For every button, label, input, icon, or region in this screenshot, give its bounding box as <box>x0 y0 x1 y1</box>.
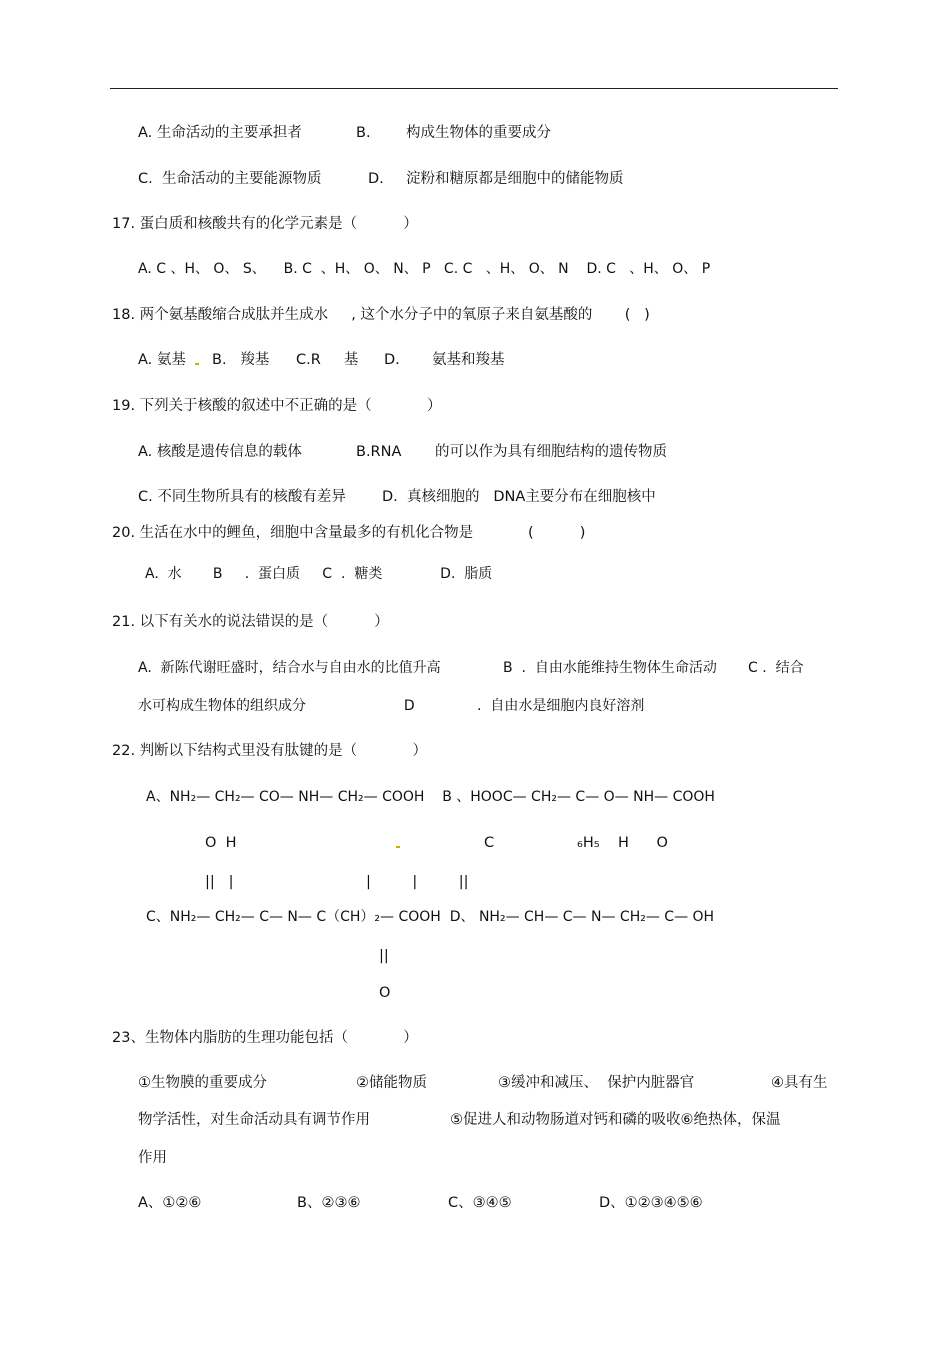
q22-row-1b: C <box>484 835 495 851</box>
q21-line-2: 水可构成生物体的组织成分 D . 自由水是细胞内良好溶剂 <box>138 698 645 714</box>
q18-stem: 18. 两个氨基酸缩合成肽并生成水 , 这个水分子中的氧原子来自氨基酸的 ( ) <box>112 307 650 323</box>
q22-row-2a: || | <box>205 874 234 890</box>
q20-options: A. 水 B . 蛋白质 C . 糖类 D. 脂质 <box>145 566 493 582</box>
q23-item-6-cont: 作用 <box>138 1150 167 1166</box>
q20-paren: ( ) <box>528 525 586 541</box>
q17-stem: 17. 蛋白质和核酸共有的化学元素是（ ） <box>112 216 418 232</box>
q18-option-a: A. 氨基 <box>138 352 186 368</box>
q19-option-d: D. 真核细胞的 DNA主要分布在细胞核中 <box>382 489 656 505</box>
q16-option-b-text: 构成生物体的重要成分 <box>406 125 551 141</box>
q22-row-3: || <box>379 948 389 964</box>
q23-item-5-6: ⑤促进人和动物肠道对钙和磷的吸收⑥绝热体，保温 <box>450 1112 781 1128</box>
q23-item-1: ①生物膜的重要成分 <box>138 1075 267 1091</box>
q18-option-d: D. 氨基和羧基 <box>384 352 505 368</box>
q17-options: A. C 、H、 O、 S、 B. C 、H、 O、 N、 P C. C 、H、 O、 N D. C 、H、 O、 P <box>138 261 711 277</box>
q23-item-4-cont: 物学活性，对生命活动具有调节作用 <box>138 1112 370 1128</box>
q16-option-a: A. 生命活动的主要承担者 <box>138 125 302 141</box>
q16-option-b-label: B. <box>356 125 371 141</box>
q19-option-a: A. 核酸是遗传信息的载体 <box>138 444 302 460</box>
q22-formula-ab: A、NH₂— CH₂— CO— NH— CH₂— COOH B 、HOOC— CH₂— C— O— NH— COOH <box>146 789 715 805</box>
q18-option-c: C.R 基 <box>296 352 359 368</box>
q16-option-c: C. 生命活动的主要能源物质 <box>138 171 322 187</box>
q21-stem: 21. 以下有关水的说法错误的是（ ） <box>112 614 389 630</box>
q19-option-c: C. 不同生物所具有的核酸有差异 <box>138 489 346 505</box>
q22-formula-cd: C、NH₂— CH₂— C— N— C（CH）₂— COOH D、 NH₂— CH— C— N— CH₂— C— OH <box>146 909 715 925</box>
header-rule <box>110 88 838 89</box>
q23-stem: 23、生物体内脂肪的生理功能包括（ ） <box>112 1030 418 1046</box>
q22-stem: 22. 判断以下结构式里没有肽键的是（ ） <box>112 743 427 759</box>
q21-line-1: A. 新陈代谢旺盛时，结合水与自由水的比值升高 B . 自由水能维持生物体生命活动 C . 结合 <box>138 660 804 676</box>
q23-item-3: ③缓冲和减压、 保护内脏器官 <box>498 1075 695 1091</box>
q20-stem: 20. 生活在水中的鲤鱼，细胞中含量最多的有机化合物是 <box>112 525 474 541</box>
q23-option-c: C、③④⑤ <box>448 1195 512 1211</box>
stray-mark <box>195 363 199 365</box>
q16-option-d-text: 淀粉和糖原都是细胞中的储能物质 <box>406 171 624 187</box>
q22-row-2b: | | || <box>366 874 469 890</box>
q22-row-1c: ₆H₅ H O <box>577 835 668 851</box>
q19-stem: 19. 下列关于核酸的叙述中不正确的是（ ） <box>112 398 442 414</box>
stray-mark <box>396 846 400 848</box>
q23-option-d: D、①②③④⑤⑥ <box>599 1195 703 1211</box>
q19-option-b-label: B.RNA <box>356 444 402 460</box>
q23-item-2: ②储能物质 <box>356 1075 427 1091</box>
q19-option-b-text: 的可以作为具有细胞结构的遗传物质 <box>435 444 667 460</box>
q16-option-d-label: D. <box>368 171 384 187</box>
q23-option-b: B、②③⑥ <box>297 1195 361 1211</box>
q22-row-4: O <box>379 985 391 1001</box>
q23-item-4: ④具有生 <box>771 1075 828 1091</box>
q18-option-b: B. 羧基 <box>212 352 270 368</box>
q22-row-1a: O H <box>205 835 237 851</box>
q23-option-a: A、①②⑥ <box>138 1195 202 1211</box>
